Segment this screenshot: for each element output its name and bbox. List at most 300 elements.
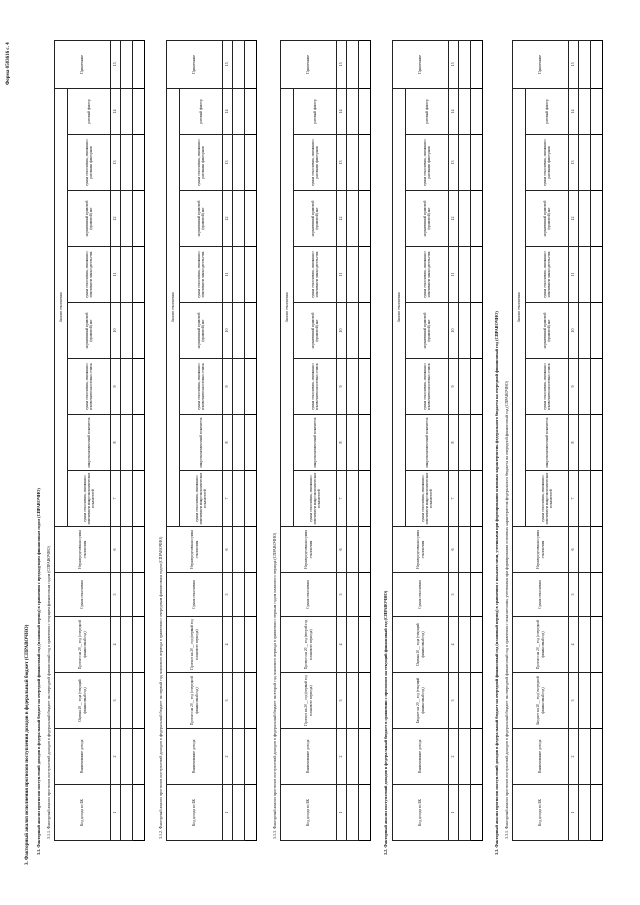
column-number: 5: [111, 573, 121, 617]
form-code: Форма 0503616 с. 4: [6, 42, 11, 85]
column-header: сумма отклонения, связанная с разовыми факторами: [180, 135, 223, 191]
table-cell: [347, 135, 359, 191]
table-cell: [579, 617, 591, 673]
table-cell: [233, 785, 245, 841]
total-cell: [245, 303, 257, 359]
total-cell: [133, 527, 145, 573]
total-cell: [359, 527, 371, 573]
table-cell: [347, 729, 359, 785]
column-number: 2: [449, 729, 459, 785]
column-header: сумма отклонения, связанная с изменением налоговых ставок: [68, 359, 111, 415]
column-number: 9: [569, 359, 579, 415]
column-number: 3: [337, 673, 347, 729]
column-header: сумма отклонения, связанная с изменением макроэкономических показателей: [180, 471, 223, 527]
table-cell: [347, 88, 359, 134]
column-number: 7: [449, 471, 459, 527]
column-number: 1: [223, 785, 233, 841]
section-title: 3. Факторный анализ исполнения прогнозов поступления доходов в федеральный бюджет (СПРАВОЧНО): [25, 624, 30, 865]
column-header: макроэкономический показатель: [526, 415, 569, 471]
column-header: нормативный правовой (правовой) акт: [406, 191, 449, 247]
column-number: 3: [223, 673, 233, 729]
column-number: 8: [111, 415, 121, 471]
column-header: Код дохода по БК: [281, 785, 337, 841]
total-cell: [591, 527, 603, 573]
column-number: 4: [569, 617, 579, 673]
table-cell: [459, 617, 471, 673]
column-header: Нераспределенная сумма отклонения: [393, 527, 449, 573]
column-header: Бюджет на 20__ год (очередной финансовый год): [513, 673, 569, 729]
table-cell: [459, 415, 471, 471]
table-cell: [121, 673, 133, 729]
column-header: Сумма отклонения: [55, 573, 111, 617]
column-header: Примечание: [167, 40, 223, 88]
total-cell: [245, 359, 257, 415]
table-cell: [579, 673, 591, 729]
table-cell: [579, 359, 591, 415]
column-header: разовый фактор: [68, 88, 111, 134]
column-number: 11: [223, 247, 233, 303]
table-cell: [121, 359, 133, 415]
column-number: 5: [569, 573, 579, 617]
total-cell: [591, 617, 603, 673]
column-number: 1: [111, 785, 121, 841]
column-number: 10: [569, 303, 579, 359]
column-number: 14: [111, 88, 121, 134]
column-header: сумма отклонения, связанная с изменением макроэкономических показателей: [406, 471, 449, 527]
total-cell: [359, 191, 371, 247]
column-number: 2: [223, 729, 233, 785]
column-header: разовый фактор: [406, 88, 449, 134]
column-header: разовый фактор: [294, 88, 337, 134]
total-cell: [591, 247, 603, 303]
column-number: 8: [449, 415, 459, 471]
column-number: 2: [337, 729, 347, 785]
column-header: Прогноз на 20__ год (очередной финансовый год): [513, 617, 569, 673]
group-header: Анализ отклонения: [393, 88, 406, 526]
total-cell: [471, 673, 483, 729]
column-number: 1: [449, 785, 459, 841]
column-number: 3: [449, 673, 459, 729]
column-number: 15: [337, 40, 347, 88]
table-cell: [579, 88, 591, 134]
column-number: 12: [111, 191, 121, 247]
table-cell: [121, 247, 133, 303]
column-header: Бюджет на 20__ год (текущий финансовый год): [393, 673, 449, 729]
column-header: Примечание: [513, 40, 569, 88]
total-cell: [245, 471, 257, 527]
total-cell: [471, 191, 483, 247]
total-cell: [245, 191, 257, 247]
column-number: 11: [569, 247, 579, 303]
table-cell: [459, 88, 471, 134]
column-header: Наименование дохода: [281, 729, 337, 785]
column-number: 4: [223, 617, 233, 673]
total-cell: [591, 785, 603, 841]
total-cell: [133, 191, 145, 247]
column-header: разовый фактор: [526, 88, 569, 134]
column-number: 13: [111, 135, 121, 191]
column-number: 3: [111, 673, 121, 729]
column-number: 12: [223, 191, 233, 247]
table-cell: [347, 40, 359, 88]
total-cell: [359, 617, 371, 673]
table-cell: [459, 191, 471, 247]
total-cell: [245, 135, 257, 191]
column-number: 14: [337, 88, 347, 134]
table-cell: [579, 471, 591, 527]
table-cell: [121, 527, 133, 573]
total-cell: [471, 617, 483, 673]
table-cell: [579, 135, 591, 191]
table-cell: [579, 40, 591, 88]
total-cell: [591, 573, 603, 617]
column-number: 11: [449, 247, 459, 303]
column-header: Нераспределенная сумма отклонения: [281, 527, 337, 573]
column-number: 6: [111, 527, 121, 573]
column-header: Наименование дохода: [513, 729, 569, 785]
total-cell: [471, 573, 483, 617]
column-number: 14: [569, 88, 579, 134]
column-number: 5: [337, 573, 347, 617]
column-number: 13: [223, 135, 233, 191]
analysis-table-1: [54, 40, 145, 841]
column-header: Прогноз на 20__ год (первый год планового периода): [281, 673, 337, 729]
total-cell: [471, 415, 483, 471]
total-cell: [359, 415, 371, 471]
total-cell: [359, 359, 371, 415]
table-cell: [459, 471, 471, 527]
column-header: Сумма отклонения: [281, 573, 337, 617]
total-cell: [245, 88, 257, 134]
column-header: макроэкономический показатель: [68, 415, 111, 471]
column-header: Код дохода по БК: [167, 785, 223, 841]
total-cell: [245, 415, 257, 471]
table-cell: [459, 785, 471, 841]
analysis-table-2: [166, 40, 257, 841]
table-cell: [579, 785, 591, 841]
table-cell: [459, 573, 471, 617]
column-header: сумма отклонения, связанная с изменением законодательства: [406, 247, 449, 303]
total-cell: [471, 88, 483, 134]
total-cell: [591, 729, 603, 785]
column-number: 15: [449, 40, 459, 88]
column-number: 6: [337, 527, 347, 573]
total-cell: [245, 40, 257, 88]
total-cell: [471, 359, 483, 415]
subsection-3-1-title: 3.1. Факторный анализ прогнозов поступлений доходов в федеральный бюджет на очередной финансовый год (плановый период) в сравнении с предыдущим финансовым годом (СПРАВОЧНО): [36, 488, 41, 855]
column-header: сумма отклонения, связанная с разовыми факторами: [406, 135, 449, 191]
total-cell: [245, 247, 257, 303]
column-number: 7: [569, 471, 579, 527]
table-2-caption: 3.1.2. Факторный анализ прогнозов поступлений доходов в федеральный бюджет на первый год планового периода в сравнении с очередным финансовым годом (СПРАВОЧНО): [158, 536, 163, 839]
column-header: нормативный правовой (правовой) акт: [526, 303, 569, 359]
total-cell: [471, 785, 483, 841]
column-number: 9: [449, 359, 459, 415]
table-cell: [347, 471, 359, 527]
total-cell: [133, 673, 145, 729]
column-header: сумма отклонения, связанная с изменением законодательства: [68, 247, 111, 303]
table-cell: [121, 40, 133, 88]
total-cell: [359, 785, 371, 841]
table-cell: [233, 303, 245, 359]
total-cell: [359, 247, 371, 303]
table-5-caption: 3.3.1. Факторный анализ прогнозов поступлений доходов в федеральный бюджет на очередной финансовый год в сравнении с показателями, учтенными при формировании основных характеристик федерального бюджета на очередной финансовый год (СПРАВОЧНО): [504, 380, 509, 839]
column-number: 8: [223, 415, 233, 471]
column-number: 14: [449, 88, 459, 134]
table-cell: [579, 573, 591, 617]
table-3-caption: 3.1.3. Факторный анализ прогнозов поступлений доходов в федеральный бюджет на второй год планового периода в сравнении с первым годом планового периода (СПРАВОЧНО): [272, 532, 277, 839]
total-cell: [591, 303, 603, 359]
column-header: Код дохода по БК: [55, 785, 111, 841]
column-number: 9: [111, 359, 121, 415]
column-number: 13: [337, 135, 347, 191]
column-number: 12: [337, 191, 347, 247]
column-header: сумма отклонения, связанная с разовыми факторами: [294, 135, 337, 191]
table-cell: [347, 359, 359, 415]
column-header: сумма отклонения, связанная с изменением макроэкономических показателей: [526, 471, 569, 527]
table-cell: [459, 527, 471, 573]
column-number: 7: [111, 471, 121, 527]
total-cell: [359, 729, 371, 785]
total-cell: [471, 527, 483, 573]
total-cell: [245, 617, 257, 673]
table-cell: [347, 527, 359, 573]
column-header: сумма отклонения, связанная с изменением налоговых ставок: [180, 359, 223, 415]
total-cell: [133, 135, 145, 191]
column-header: сумма отклонения, связанная с разовыми факторами: [68, 135, 111, 191]
total-cell: [471, 303, 483, 359]
total-cell: [245, 527, 257, 573]
column-header: Прогноз на 20__ год (первый год планового периода): [167, 617, 223, 673]
table-cell: [121, 415, 133, 471]
total-cell: [245, 673, 257, 729]
table-cell: [233, 729, 245, 785]
column-header: макроэкономический показатель: [294, 415, 337, 471]
column-header: Нераспределенная сумма отклонения: [513, 527, 569, 573]
total-cell: [133, 617, 145, 673]
table-cell: [347, 191, 359, 247]
table-cell: [347, 573, 359, 617]
total-cell: [133, 415, 145, 471]
column-number: 2: [569, 729, 579, 785]
total-cell: [133, 303, 145, 359]
column-header: нормативный правовой (правовой) акт: [180, 303, 223, 359]
column-number: 11: [111, 247, 121, 303]
total-cell: [359, 303, 371, 359]
column-number: 6: [569, 527, 579, 573]
column-header: нормативный правовой (правовой) акт: [294, 303, 337, 359]
column-number: 10: [223, 303, 233, 359]
table-cell: [233, 617, 245, 673]
column-number: 12: [569, 191, 579, 247]
table-cell: [579, 191, 591, 247]
column-header: Код дохода по БК: [513, 785, 569, 841]
column-header: нормативный правовой (правовой) акт: [180, 191, 223, 247]
column-number: 10: [111, 303, 121, 359]
column-header: Нераспределенная сумма отклонения: [167, 527, 223, 573]
table-cell: [459, 673, 471, 729]
column-header: сумма отклонения, связанная с изменением налоговых ставок: [406, 359, 449, 415]
table-cell: [347, 415, 359, 471]
column-header: Примечание: [393, 40, 449, 88]
total-cell: [133, 785, 145, 841]
table-cell: [233, 191, 245, 247]
subsection-3-2-title: 3.2. Факторный анализ поступлений доходов в федеральный бюджет в сравнении с прогнозом на текущий финансовый год (СПРАВОЧНО): [383, 590, 388, 855]
column-header: сумма отклонения, связанная с изменением законодательства: [526, 247, 569, 303]
column-header: нормативный правовой (правовой) акт: [68, 191, 111, 247]
total-cell: [133, 573, 145, 617]
table-cell: [459, 359, 471, 415]
table-cell: [121, 785, 133, 841]
table-cell: [579, 247, 591, 303]
total-cell: [133, 88, 145, 134]
total-cell: [133, 729, 145, 785]
table-cell: [579, 729, 591, 785]
table-cell: [121, 303, 133, 359]
column-header: Наименование дохода: [167, 729, 223, 785]
column-number: 13: [449, 135, 459, 191]
column-number: 5: [223, 573, 233, 617]
column-header: Сумма отклонения: [393, 573, 449, 617]
table-cell: [233, 247, 245, 303]
total-cell: [591, 471, 603, 527]
total-cell: [359, 573, 371, 617]
column-header: макроэкономический показатель: [406, 415, 449, 471]
total-cell: [133, 359, 145, 415]
column-header: сумма отклонения, связанная с изменением законодательства: [294, 247, 337, 303]
column-number: 4: [337, 617, 347, 673]
column-number: 9: [223, 359, 233, 415]
total-cell: [471, 247, 483, 303]
table-cell: [347, 247, 359, 303]
table-cell: [121, 471, 133, 527]
column-header: нормативный правовой (правовой) акт: [406, 303, 449, 359]
column-number: 10: [337, 303, 347, 359]
subsection-3-3-title: 3.3. Факторный анализ прогнозов поступлений доходов в федеральный бюджет на очередной финансовый год (плановый период) в сравнении с показателями, учтенными при формировании основных характеристик федерального бюджета на очередной финансовый год (СПРАВОЧНО): [494, 311, 499, 855]
table-cell: [233, 415, 245, 471]
table-cell: [121, 135, 133, 191]
total-cell: [133, 247, 145, 303]
column-number: 11: [337, 247, 347, 303]
column-header: Код дохода по БК: [393, 785, 449, 841]
column-header: сумма отклонения, связанная с изменением законодательства: [180, 247, 223, 303]
table-cell: [121, 617, 133, 673]
column-number: 7: [337, 471, 347, 527]
column-number: 1: [569, 785, 579, 841]
total-cell: [359, 40, 371, 88]
column-number: 15: [111, 40, 121, 88]
column-header: нормативный правовой (правовой) акт: [526, 191, 569, 247]
table-cell: [459, 135, 471, 191]
column-header: Нераспределенная сумма отклонения: [55, 527, 111, 573]
column-number: 1: [337, 785, 347, 841]
table-cell: [347, 617, 359, 673]
column-header: Сумма отклонения: [167, 573, 223, 617]
column-header: сумма отклонения, связанная с изменением налоговых ставок: [294, 359, 337, 415]
table-cell: [121, 573, 133, 617]
column-header: нормативный правовой (правовой) акт: [68, 303, 111, 359]
table-cell: [121, 191, 133, 247]
column-number: 6: [449, 527, 459, 573]
column-number: 12: [449, 191, 459, 247]
total-cell: [133, 40, 145, 88]
column-number: 5: [449, 573, 459, 617]
total-cell: [591, 191, 603, 247]
column-header: Прогноз на 20__ год (очередной финансовый год): [167, 673, 223, 729]
table-cell: [233, 40, 245, 88]
analysis-table-3: [280, 40, 371, 841]
table-cell: [121, 88, 133, 134]
table-cell: [347, 673, 359, 729]
column-header: Сумма отклонения: [513, 573, 569, 617]
column-header: Наименование дохода: [55, 729, 111, 785]
column-number: 15: [569, 40, 579, 88]
total-cell: [591, 88, 603, 134]
table-cell: [233, 88, 245, 134]
column-header: сумма отклонения, связанная с изменением макроэкономических показателей: [294, 471, 337, 527]
analysis-table-4: [392, 40, 483, 841]
column-number: 6: [223, 527, 233, 573]
group-header: Анализ отклонения: [55, 88, 68, 526]
column-header: сумма отклонения, связанная с изменением макроэкономических показателей: [68, 471, 111, 527]
total-cell: [471, 471, 483, 527]
total-cell: [591, 415, 603, 471]
group-header: Анализ отклонения: [513, 88, 526, 526]
analysis-table-5: [512, 40, 603, 841]
table-1-caption: 3.1.1. Факторный анализ прогнозов поступлений доходов в федеральный бюджет на очередной финансовый год в сравнении с текущим финансовым годом (СПРАВОЧНО): [46, 546, 51, 839]
column-number: 4: [111, 617, 121, 673]
column-number: 8: [569, 415, 579, 471]
total-cell: [359, 135, 371, 191]
column-number: 13: [569, 135, 579, 191]
total-cell: [359, 673, 371, 729]
column-header: Прогноз на 20__ год (второй год планового периода): [281, 617, 337, 673]
column-number: 7: [223, 471, 233, 527]
table-cell: [579, 415, 591, 471]
column-number: 2: [111, 729, 121, 785]
total-cell: [133, 471, 145, 527]
column-number: 10: [449, 303, 459, 359]
table-cell: [347, 785, 359, 841]
column-header: макроэкономический показатель: [180, 415, 223, 471]
column-header: Прогноз на 20__ год (очередной финансовый год): [55, 617, 111, 673]
table-cell: [459, 247, 471, 303]
column-header: сумма отклонения, связанная с разовыми факторами: [526, 135, 569, 191]
column-number: 3: [569, 673, 579, 729]
group-header: Анализ отклонения: [281, 88, 294, 526]
total-cell: [591, 135, 603, 191]
table-cell: [459, 40, 471, 88]
column-number: 4: [449, 617, 459, 673]
table-cell: [579, 527, 591, 573]
table-cell: [233, 573, 245, 617]
total-cell: [245, 785, 257, 841]
table-cell: [233, 527, 245, 573]
column-header: Наименование дохода: [393, 729, 449, 785]
table-cell: [459, 303, 471, 359]
column-header: Примечание: [281, 40, 337, 88]
table-cell: [233, 359, 245, 415]
table-cell: [459, 729, 471, 785]
total-cell: [591, 673, 603, 729]
column-header: нормативный правовой (правовой) акт: [294, 191, 337, 247]
column-number: 15: [223, 40, 233, 88]
total-cell: [591, 359, 603, 415]
total-cell: [245, 729, 257, 785]
column-header: Примечание: [55, 40, 111, 88]
table-cell: [233, 135, 245, 191]
column-header: сумма отклонения, связанная с изменением налоговых ставок: [526, 359, 569, 415]
